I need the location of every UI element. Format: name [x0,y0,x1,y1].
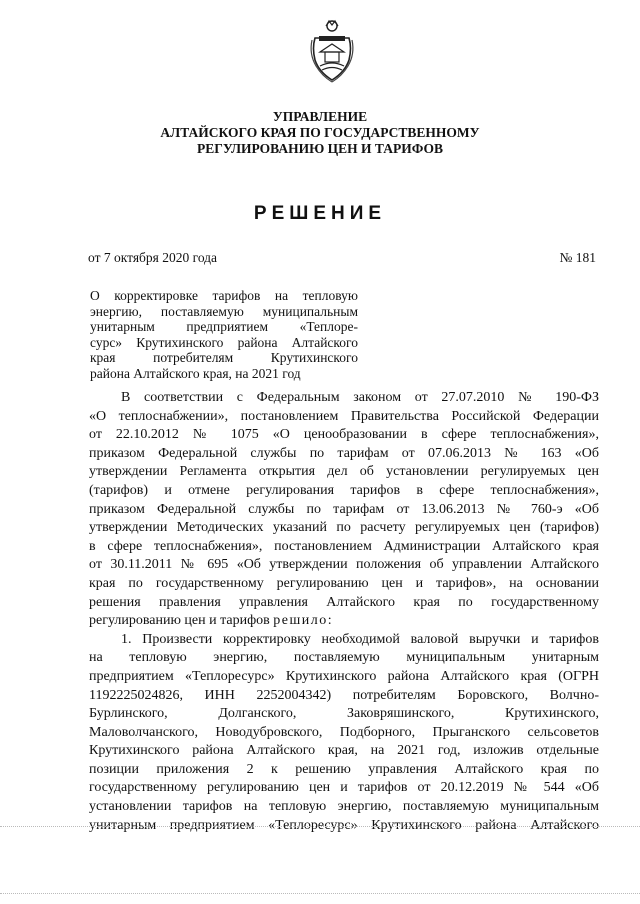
item1-line: государственному регулированию цен и тарифов от 20.12.2019 № 544 «Об [89,780,599,796]
body-line: «О теплоснабжении», постановлением Правительства Российской Федерации [89,408,599,424]
body-line: (тарифов) и отмене регулирования тарифов в сфере теплоснабжения», [89,482,599,498]
body-line: от 22.10.2012 № 1075 «О ценообразовании в сфере теплоснабжения», [89,427,599,443]
agency-line-1: УПРАВЛЕНИЕ [272,109,368,124]
body-line: от 30.11.2011 № 695 «Об утверждении положения об управлении Алтайского [89,557,599,573]
item1-line: предприятием «Теплоресурс» Крутихинского района Алтайского края (ОГРН [89,668,599,684]
agency-name [0,109,640,157]
subject-block [90,288,358,381]
body-line: в сфере теплоснабжения», постановлением Администрации Алтайского края [89,538,599,554]
item1-line: установлении тарифов на тепловую энергию, поставляемую муниципальным [89,799,599,815]
item1-line: Маловолчанского, Новодубровского, Подборного, Прыганского сельсоветов [89,724,599,740]
resolved-word: решило: [273,613,334,629]
document-date: от 7 октября 2020 года [88,250,218,265]
item1-line: позиции приложения 2 к решению управления Алтайского края по [89,761,599,777]
subject-line: унитарным предприятием «Теплоре- [90,319,358,334]
body-line: В соответствии с Федеральным законом от 27.07.2010 № 190-ФЗ [121,390,599,405]
body-line: утверждении Методических указаний по расчету регулируемых цен (тарифов) [89,520,599,536]
item1-line: Крутихинского района Алтайского края, на 2021 год, изложив отдельные [89,743,599,759]
scan-artifact-line [0,826,640,827]
subject-line: О корректировке тарифов на тепловую [90,288,358,303]
subject-line: края потребителям Крутихинского [90,350,358,365]
item1-line: унитарным предприятием «Теплоресурс» Крутихинского района Алтайского [89,817,599,833]
subject-line: энергию, поставляемую муниципальным [90,303,358,319]
agency-line-3: РЕГУЛИРОВАНИЮ ЦЕН И ТАРИФОВ [196,141,444,156]
document-number: № 181 [559,250,596,265]
document-type-title: РЕШЕНИЕ [253,203,387,224]
body-line: приказом Федеральной службы по тарифам от 13.06.2013 № 760-э «Об [89,501,599,517]
item1-line: Бурлинского, Долганского, Заковряшинского, Крутихинского, [89,706,599,722]
scan-artifact-line [0,893,640,894]
subject-line: района Алтайского края, на 2021 год [90,365,301,381]
body-line: края по государственному регулированию цен и тарифов», на основании [89,575,599,591]
coat-of-arms-emblem [307,18,357,84]
body-line: решения правления управления Алтайского края по государственному [89,594,599,610]
body-line: приказом Федеральной службы по тарифам от 07.06.2013 № 163 «Об [89,445,599,461]
document-body [89,389,599,835]
date-number-line [88,250,596,266]
item1-line: на тепловую энергию, поставляемую муниципальным унитарным [89,650,599,666]
subject-line: сурс» Крутихинского района Алтайского [90,334,358,350]
item1-line: 1. Произвести корректировку необходимой валовой выручки и тарифов [121,631,599,647]
body-line-text: регулированию цен и тарифов [89,613,270,629]
agency-line-2: АЛТАЙСКОГО КРАЯ ПО ГОСУДАРСТВЕННОМУ [160,125,480,140]
body-line: утверждении Регламента открытия дел об установлении регулируемых цен [89,464,599,480]
item1-line: 1192225024826, ИНН 2252004342) потребителям Боровского, Волчно- [89,687,599,703]
body-line-resolved [89,612,599,631]
